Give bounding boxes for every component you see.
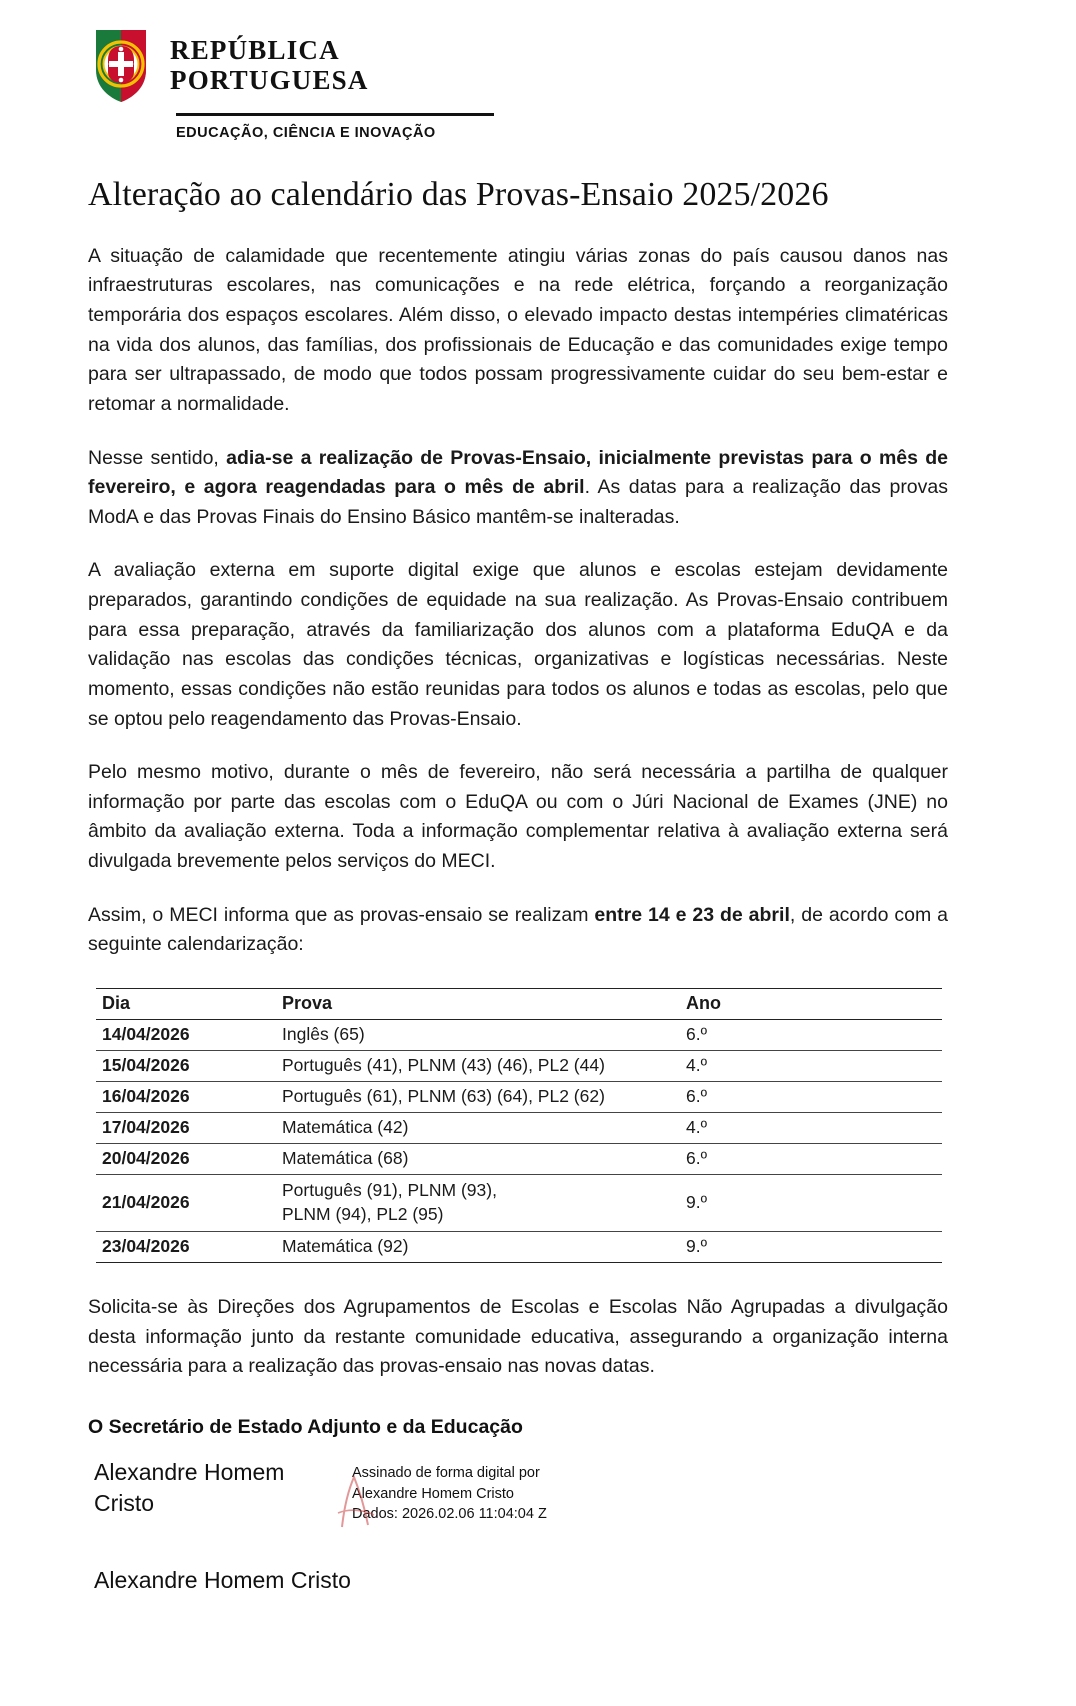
cell-ano: 4.º (680, 1050, 942, 1081)
calendar-table (96, 988, 942, 1263)
cell-dia: 14/04/2026 (96, 1019, 276, 1050)
signature-role-title: O Secretário de Estado Adjunto e da Educação (88, 1416, 523, 1439)
cell-ano: 9.º (680, 1174, 942, 1231)
table-header-prova: Prova (276, 988, 680, 1019)
republica-portuguesa-logo (88, 26, 1076, 104)
table-row (96, 1112, 942, 1143)
cell-ano: 6.º (680, 1143, 942, 1174)
paragraph-1: A situação de calamidade que recentemente atingiu várias zonas do país causou danos nas infraestruturas escolares, nas comunicações e na rede elétrica, forçando a reorganização temporária dos espaços escolares. Além disso, o elevado impacto destas intempéries climatéricas na vida dos alunos, das famílias, dos profissionais de Educação e das comunidades exige tempo para ser ultrapassado, de modo que todos possam progressivamente cuidar do seu bem-estar e retomar a normalidade. (88, 244, 948, 415)
table-header-row (96, 988, 942, 1019)
page-title: Alteração ao calendário das Provas-Ensaio 2025/2026 (88, 176, 829, 213)
digital-signature-line-3: Dados: 2026.02.06 11:04:04 Z (352, 1506, 547, 1523)
cell-dia: 16/04/2026 (96, 1081, 276, 1112)
paragraph-5 (88, 901, 948, 960)
document-closing (0, 1293, 1076, 1594)
cell-ano: 4.º (680, 1112, 942, 1143)
table-row (96, 1019, 942, 1050)
signature-mark-icon (334, 1469, 378, 1531)
table-row (96, 1143, 942, 1174)
paragraph-6: Solicita-se às Direções dos Agrupamentos de Escolas e Escolas Não Agrupadas a divulgação desta informação junto da restante comunidade educativa, assegurando a organização interna necessária para a realização das provas-ensaio nas novas datas. (88, 1296, 948, 1378)
cell-dia: 15/04/2026 (96, 1050, 276, 1081)
coat-of-arms-icon (88, 26, 154, 104)
brand-line-2: PORTUGUESA (170, 65, 369, 95)
digital-signature-line-1: Assinado de forma digital por (352, 1465, 540, 1482)
cell-prova (276, 1174, 680, 1231)
digital-signature-details (342, 1463, 547, 1525)
paragraph-4: Pelo mesmo motivo, durante o mês de fevereiro, não será necessária a partilha de qualquer informação por parte das escolas com o EduQA ou com o Júri Nacional de Exames (JNE) no âmbito da avaliação externa. Toda a informação complementar relativa à avaliação externa será divulgada brevemente pelos serviços do MECI. (88, 761, 948, 873)
header-divider (176, 113, 494, 116)
document-header (0, 0, 1076, 141)
table-row (96, 1174, 942, 1231)
cell-prova-line-1: Português (91), PLNM (93), (282, 1179, 497, 1200)
calendar-table-container (0, 988, 1076, 1263)
cell-dia: 21/04/2026 (96, 1174, 276, 1231)
paragraph-3: A avaliação externa em suporte digital exige que alunos e escolas estejam devidamente preparados, garantindo condições de equidade na sua realização. As Provas-Ensaio contribuem para essa preparação, através da familiarização dos alunos com a plataforma EduQA e da validação nas escolas das condições técnicas, organizativas e logísticas necessárias. Neste momento, essas condições não estão reunidas para todos os alunos e todas as escolas, pelo que se optou pelo reagendamento das Provas-Ensaio. (88, 559, 948, 730)
signature-script-name (88, 1457, 324, 1519)
cell-prova: Matemática (68) (276, 1143, 680, 1174)
brand-line-1: REPÚBLICA (170, 34, 340, 65)
brand-wordmark (170, 35, 369, 95)
cell-ano: 6.º (680, 1081, 942, 1112)
signatory-printed-name: Alexandre Homem Cristo (94, 1567, 351, 1594)
cell-dia: 17/04/2026 (96, 1112, 276, 1143)
ministry-subtitle: EDUCAÇÃO, CIÊNCIA E INOVAÇÃO (176, 125, 436, 141)
cell-prova-line-2: PLNM (94), PL2 (95) (282, 1203, 444, 1224)
cell-prova: Matemática (92) (276, 1232, 680, 1263)
paragraph-5-lead: Assim, o MECI informa que as provas-ensaio se realizam (88, 903, 595, 926)
cell-ano: 9.º (680, 1232, 942, 1263)
table-row (96, 1081, 942, 1112)
signature-script-line-1: Alexandre Homem (94, 1459, 285, 1486)
digital-signature-line-2: Alexandre Homem Cristo (352, 1485, 514, 1502)
signature-block (88, 1457, 948, 1553)
paragraph-2-lead: Nesse sentido, (88, 446, 227, 469)
cell-prova: Matemática (42) (276, 1112, 680, 1143)
paragraph-2-emphasis: adia-se a realização de Provas-Ensaio, inicialmente previstas para o mês de fevereiro, e agora reagendadas para o mês de abril (88, 446, 948, 499)
cell-prova: Português (41), PLNM (43) (46), PL2 (44) (276, 1050, 680, 1081)
document-body (0, 175, 1076, 960)
table-row (96, 1232, 942, 1263)
table-header-dia: Dia (96, 988, 276, 1019)
cell-prova: Inglês (65) (276, 1019, 680, 1050)
paragraph-2-tail: . As datas para a realização das provas ModA e das Provas Finais do Ensino Básico mantêm-se inalteradas. (88, 476, 948, 528)
table-header-ano: Ano (680, 988, 942, 1019)
table-row (96, 1050, 942, 1081)
paragraph-5-tail: , de acordo com a seguinte calendarização: (88, 903, 949, 956)
cell-dia: 20/04/2026 (96, 1143, 276, 1174)
cell-ano: 6.º (680, 1019, 942, 1050)
paragraph-2 (88, 444, 948, 533)
signature-script-line-2: Cristo (94, 1490, 155, 1517)
cell-prova: Português (61), PLNM (63) (64), PL2 (62) (276, 1081, 680, 1112)
paragraph-5-emphasis: entre 14 e 23 de abril (594, 903, 790, 926)
cell-dia: 23/04/2026 (96, 1232, 276, 1263)
